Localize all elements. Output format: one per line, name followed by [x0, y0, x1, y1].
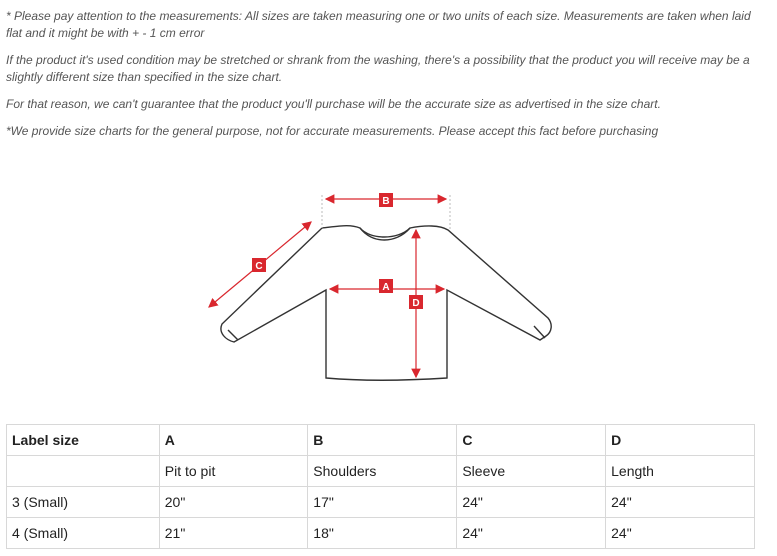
- measurement-notes: [6, 8, 768, 150]
- note-general-purpose: *We provide size charts for the general purpose, not for accurate measurements. Please accept this fact before purchasing: [6, 124, 659, 138]
- table-header-row: [7, 425, 755, 456]
- table-row: [7, 518, 755, 549]
- note-measurement-method: * Please pay attention to the measurements: All sizes are taken measuring one or two units of each size. Measurements are taken when laid flat and it might be with + - 1 cm error: [6, 9, 751, 40]
- table-cell: 20": [159, 487, 308, 518]
- header-label-size: Label size: [7, 425, 160, 456]
- table-cell: 24": [457, 487, 606, 518]
- table-row: [7, 456, 755, 487]
- header-a: A: [159, 425, 308, 456]
- table-cell: [7, 456, 160, 487]
- marker-d-label: D: [412, 298, 420, 309]
- table-cell: 24": [606, 487, 755, 518]
- table-cell: 21": [159, 518, 308, 549]
- header-c: C: [457, 425, 606, 456]
- marker-c-label: C: [255, 261, 263, 272]
- sweater-measurement-diagram: [195, 185, 575, 385]
- table-row: [7, 487, 755, 518]
- size-chart-table: [6, 424, 755, 549]
- header-b: B: [308, 425, 457, 456]
- table-cell: Shoulders: [308, 456, 457, 487]
- table-cell: Length: [606, 456, 755, 487]
- note-no-guarantee: For that reason, we can't guarantee that the product you'll purchase will be the accurate size as advertised in the size chart.: [6, 97, 661, 111]
- table-cell: Pit to pit: [159, 456, 308, 487]
- marker-b-label: B: [382, 196, 390, 207]
- table-cell: Sleeve: [457, 456, 606, 487]
- table-cell: 24": [606, 518, 755, 549]
- header-d: D: [606, 425, 755, 456]
- table-cell: 3 (Small): [7, 487, 160, 518]
- table-cell: 18": [308, 518, 457, 549]
- table-cell: 24": [457, 518, 606, 549]
- table-cell: 4 (Small): [7, 518, 160, 549]
- note-used-condition: If the product it's used condition may be stretched or shrank from the washing, there's a possibility that the product you will receive may be a slightly different size than specified in the size chart.: [6, 53, 750, 84]
- sweater-outline: [221, 226, 551, 381]
- marker-a-label: A: [382, 282, 390, 293]
- table-cell: 17": [308, 487, 457, 518]
